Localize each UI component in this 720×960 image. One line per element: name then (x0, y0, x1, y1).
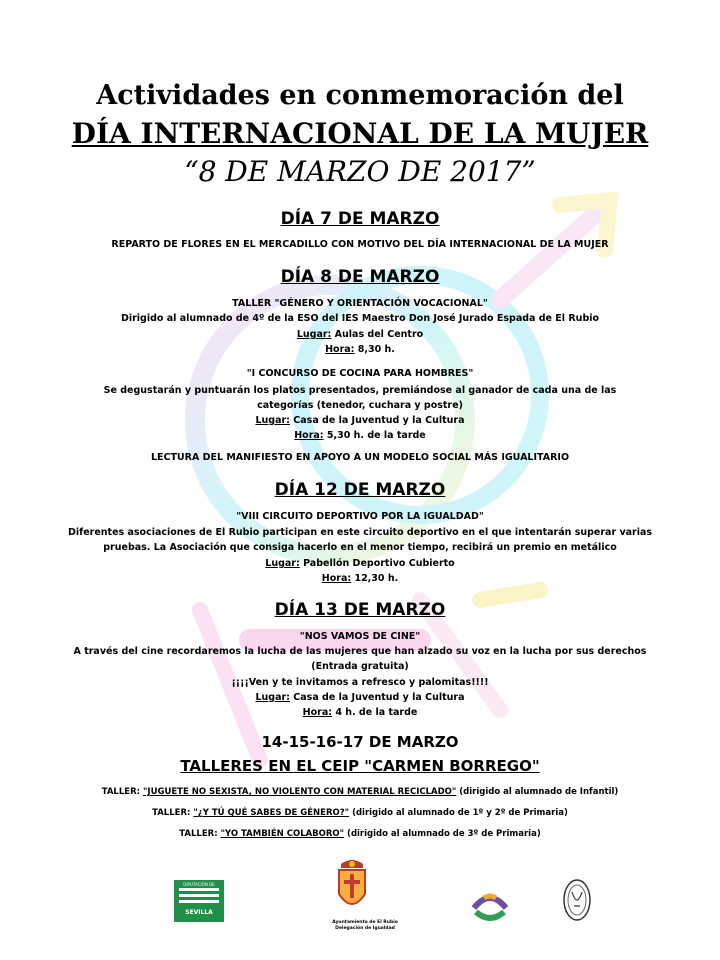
diputacion-sevilla-logo-icon (174, 880, 224, 922)
time-label: Hora: (321, 573, 352, 584)
place-value: Pabellón Deportivo Cubierto (299, 558, 455, 569)
place-value: Casa de la Juventud y la Cultura (289, 692, 465, 703)
workshop-target: (dirigido al alumnado de 1º y 2º de Primaria) (349, 808, 568, 818)
place-label: Lugar: (265, 558, 300, 569)
day8-reading: LECTURA DEL MANIFIESTO EN APOYO A UN MODELO SOCIAL MÁS IGUALITARIO (150, 452, 570, 463)
workshop-target: (dirigido al alumnado de Infantil) (456, 787, 619, 797)
time-label: Hora: (294, 430, 324, 441)
time-label: Hora: (325, 344, 355, 355)
day13-desc-2: (Entrada gratuita) (311, 661, 409, 672)
day13-place (0, 691, 720, 704)
el-rubio-coat-of-arms-icon (335, 858, 369, 916)
day7-activity: REPARTO DE FLORES EN EL MERCADILLO CON MOTIVO DEL DÍA INTERNACIONAL DE LA MUJER (111, 239, 609, 250)
logo2-caption-2: Delegación de Igualdad (335, 926, 395, 931)
seal-logo-icon (562, 878, 592, 922)
day8-contest-place (0, 414, 720, 427)
day13-desc-3: ¡¡¡¡Ven y te invitamos a refresco y palomitas!!!! (231, 677, 489, 688)
workshop-title: "YO TAMBIÉN COLABORO" (220, 829, 345, 839)
place-label: Lugar: (296, 329, 332, 340)
workshop-target: (dirigido al alumnado de 3º de Primaria) (344, 829, 541, 839)
day13-time (0, 706, 720, 719)
day8-workshop-desc: Dirigido al alumnado de 4º de la ESO del IES Maestro Don José Jurado Espada de El Rubio (120, 313, 600, 324)
day12-desc-1: Diferentes asociaciones de El Rubio participan en este circuito deportivo en el que intentarán superar varias (67, 527, 653, 538)
day8-workshop-time (0, 343, 720, 356)
equality-hands-logo-icon (470, 884, 510, 922)
day13-desc-1: A través del cine recordaremos la lucha de las mujeres que han alzado su voz en la lucha por sus derechos (73, 646, 647, 657)
el-rubio-caption (300, 920, 430, 932)
place-label: Lugar: (255, 692, 290, 703)
time-value: 8,30 h. (354, 344, 395, 355)
day12-event-title: "VIII CIRCUITO DEPORTIVO POR LA IGUALDAD" (236, 511, 484, 522)
workshop-2 (0, 808, 720, 818)
day12-place (0, 557, 720, 570)
workshop-1 (0, 787, 720, 797)
workshops-subtitle: TALLERES EN EL CEIP "CARMEN BORREGO" (180, 757, 540, 775)
place-value: Aulas del Centro (331, 329, 424, 340)
workshop-title: "JUGUETE NO SEXISTA, NO VIOLENTO CON MATERIAL RECICLADO" (142, 787, 457, 797)
day12-title: DÍA 12 DE MARZO (274, 480, 446, 500)
header-line-1: Actividades en conmemoración del (96, 80, 624, 111)
day13-event-title: "NOS VAMOS DE CINE" (299, 631, 421, 642)
time-value: 5,30 h. de la tarde (323, 430, 426, 441)
day7-title: DÍA 7 DE MARZO (280, 209, 440, 229)
logo2-caption-1: Ayuntamiento de El Rubio (332, 920, 398, 925)
day8-contest-title: "I CONCURSO DE COCINA PARA HOMBRES" (246, 368, 474, 379)
header-date: “8 DE MARZO DE 2017” (184, 155, 536, 188)
workshop-title: "¿Y TÚ QUÉ SABES DE GÉNERO?" (193, 808, 350, 818)
workshops-date-range: 14-15-16-17 DE MARZO (261, 733, 459, 751)
day13-title: DÍA 13 DE MARZO (274, 600, 446, 620)
time-value: 4 h. de la tarde (332, 707, 418, 718)
day8-contest-desc-1: Se degustarán y puntuarán los platos presentados, premiándose al ganador de cada una de las (103, 385, 617, 396)
workshop-label: TALLER: (101, 787, 143, 797)
day12-time (0, 572, 720, 585)
day8-contest-time (0, 429, 720, 442)
logo1-line2: SEVILLA (185, 909, 213, 916)
place-label: Lugar: (255, 415, 290, 426)
day8-contest-desc-2: categorías (tenedor, cuchara y postre) (257, 400, 463, 411)
workshop-label: TALLER: (152, 808, 194, 818)
workshop-3 (0, 829, 720, 839)
header-line-2: DÍA INTERNACIONAL DE LA MUJER (71, 117, 649, 150)
time-value: 12,30 h. (351, 573, 399, 584)
day8-workshop-place (0, 328, 720, 341)
place-value: Casa de la Juventud y la Cultura (289, 415, 465, 426)
time-label: Hora: (302, 707, 333, 718)
workshop-label: TALLER: (179, 829, 221, 839)
day8-workshop-title: TALLER "GÉNERO Y ORIENTACIÓN VOCACIONAL" (232, 298, 488, 309)
logo1-line1: DIPUTACIÓN DE (183, 882, 215, 887)
day12-desc-2: pruebas. La Asociación que consiga hacerlo en el menor tiempo, recibirá un premio en metálico (103, 542, 617, 553)
day8-title: DÍA 8 DE MARZO (280, 267, 440, 287)
